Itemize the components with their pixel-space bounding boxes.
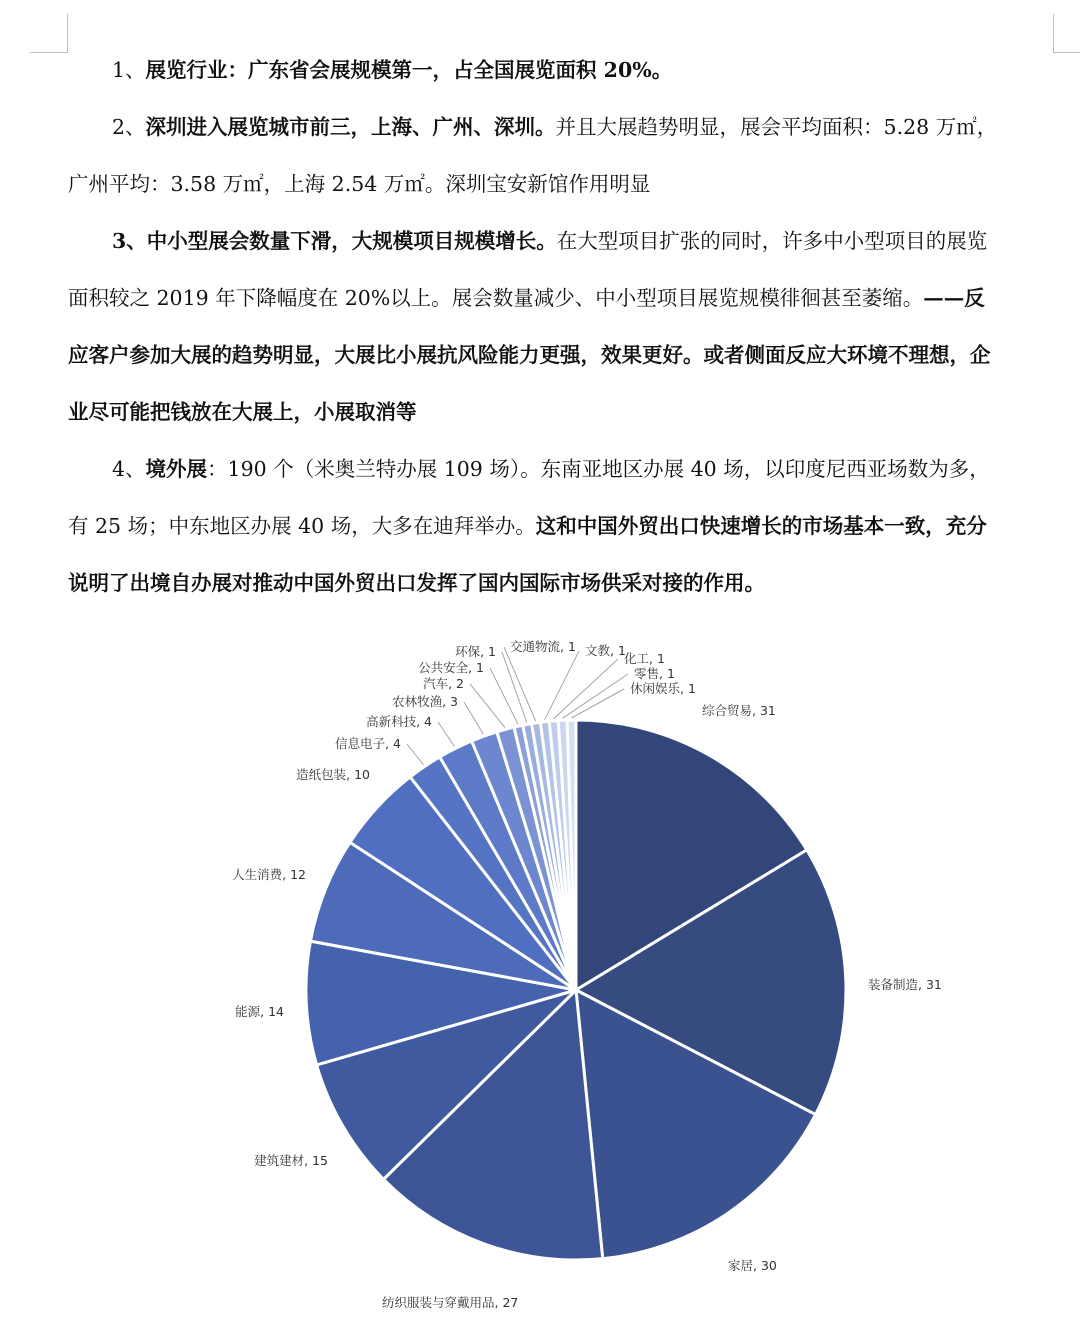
slice-label-化工: 化工, 1 [624,651,665,666]
p2-text: 并且大展趋势明显，展会平均面积：5.28 万㎡， [555,115,998,139]
p4-number: 4、 [112,457,146,481]
leader-line-公共安全 [490,668,518,724]
p2-number: 2、 [112,115,146,139]
p3-line2: 面积较之 2019 年下降幅度在 20%以上。展会数量减少、中小型项目展览规模徘徊甚至萎缩。 [68,286,924,310]
p2-line2: 广州平均：3.58 万㎡，上海 2.54 万㎡。深圳宝安新馆作用明显 [68,172,651,196]
slice-label-能源: 能源, 14 [235,1004,284,1019]
p1-bold-text: 展览行业：广东省会展规模第一，占全国展览面积 20%。 [145,58,673,82]
p3-text: 在大型项目扩张的同时，许多中小型项目的展览 [556,229,988,253]
pie-slices [306,720,846,1260]
slice-label-综合贸易: 综合贸易, 31 [702,703,776,718]
slice-label-纺织服装与穿戴用品: 纺织服装与穿戴用品, 27 [382,1295,519,1310]
exhibition-industry-pie-chart [0,620,1080,1339]
p4-line2: 有 25 场；中东地区办展 40 场，大多在迪拜举办。 [68,514,536,538]
leader-line-交通物流 [504,647,536,721]
paragraph-1 [68,42,1058,99]
slice-label-农林牧渔: 农林牧渔, 3 [392,694,458,709]
paragraph-3 [68,213,1058,441]
slice-label-零售: 零售, 1 [634,666,675,681]
leader-line-农林牧渔 [464,702,483,734]
p4-bold-label: 境外展 [145,457,208,481]
p4-text: ：190 个（米奥兰特办展 109 场）。东南亚地区办展 40 场，以印度尼西亚场数为多， [207,457,990,481]
slice-label-公共安全: 公共安全, 1 [418,660,484,675]
slice-label-文教: 文教, 1 [585,643,626,658]
leader-line-文教 [545,651,579,720]
leader-line-高新科技 [438,722,455,747]
slice-label-高新科技: 高新科技, 4 [366,714,432,729]
p3-line3: 应客户参加大展的趋势明显，大展比小展抗风险能力更强，效果更好。或者侧面反应大环境不理想，企 [68,343,991,367]
p1-number: 1、 [112,58,146,82]
crop-mark-top-left [30,14,68,53]
slice-label-信息电子: 信息电子, 4 [335,736,401,751]
p4-line2-bold: 这和中国外贸出口快速增长的市场基本一致，充分 [535,514,987,538]
p2-bold-text: 深圳进入展览城市前三，上海、广州、深圳。 [145,115,556,139]
slice-label-环保: 环保, 1 [455,644,496,659]
p3-line2-bold: ——反 [923,286,985,310]
leader-line-休闲娱乐 [572,689,625,718]
p3-line4: 业尽可能把钱放在大展上，小展取消等 [68,400,417,424]
slice-label-休闲娱乐: 休闲娱乐, 1 [630,681,696,696]
slice-label-家居: 家居, 30 [728,1258,777,1273]
p4-line3: 说明了出境自办展对推动中国外贸出口发挥了国内国际市场供采对接的作用。 [68,571,765,595]
slice-label-人生消费: 人生消费, 12 [232,867,306,882]
p3-bold-heading: 3、中小型展会数量下滑，大规模项目规模增长。 [112,229,557,253]
slice-label-造纸包装: 造纸包装, 10 [296,767,370,782]
slice-label-汽车: 汽车, 2 [423,676,464,691]
paragraph-2 [68,99,1058,213]
slice-label-建筑建材: 建筑建材, 15 [254,1153,328,1168]
leader-line-环保 [502,652,527,723]
leader-line-信息电子 [407,744,424,765]
paragraph-4 [68,441,1058,612]
slice-label-交通物流: 交通物流, 1 [510,639,576,654]
slice-label-装备制造: 装备制造, 31 [868,977,942,992]
